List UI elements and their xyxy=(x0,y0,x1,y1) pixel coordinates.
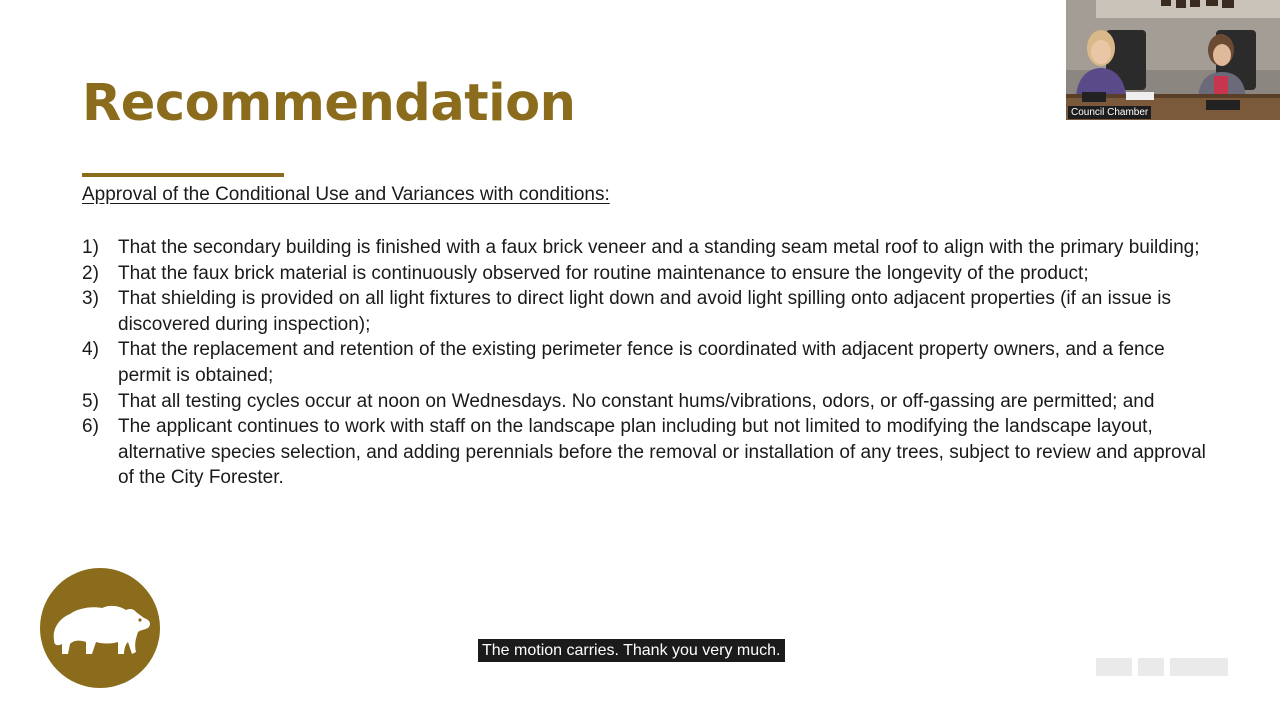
list-item-number: 4) xyxy=(82,339,99,361)
list-item-number: 1) xyxy=(82,237,99,258)
video-feed[interactable] xyxy=(1066,0,1280,120)
list-item-number: 5) xyxy=(82,390,99,412)
list-item xyxy=(82,414,1222,491)
list-item-number: 6) xyxy=(82,416,99,438)
list-item-text: That the secondary building is finished with a faux brick veneer and a standing seam metal roof to align with the primary building; xyxy=(118,237,1200,258)
list-item xyxy=(82,235,1222,261)
video-feed-label: Council Chamber xyxy=(1068,106,1151,119)
list-item-number: 2) xyxy=(82,262,99,284)
title-underline-rule xyxy=(82,173,284,177)
list-item xyxy=(82,389,1222,415)
council-chamber-video-image xyxy=(1066,0,1280,120)
list-item xyxy=(82,261,1222,287)
bear-icon xyxy=(40,568,160,688)
list-item-text: That the faux brick material is continuously observed for routine maintenance to ensure the longevity of the product; xyxy=(118,262,1089,284)
list-item-text: That shielding is provided on all light fixtures to direct light down and avoid light spilling onto adjacent properties (if an issue is discovered during inspection); xyxy=(118,288,1171,335)
live-caption: The motion carries. Thank you very much. xyxy=(478,639,785,662)
watermark-logo-icon xyxy=(1096,654,1228,680)
list-item-text: That all testing cycles occur at noon on Wednesdays. No constant hums/vibrations, odors, or off-gassing are permitted; and xyxy=(118,390,1155,412)
list-item xyxy=(82,337,1222,388)
slide-title: Recommendation xyxy=(82,74,576,133)
list-item-number: 3) xyxy=(82,288,99,310)
slide-subtitle: Approval of the Conditional Use and Variances with conditions: xyxy=(82,184,610,205)
conditions-list xyxy=(82,235,1222,491)
list-item xyxy=(82,286,1222,337)
bear-logo xyxy=(40,568,160,688)
list-item-text: That the replacement and retention of the existing perimeter fence is coordinated with adjacent property owners, and a fence permit is obtained; xyxy=(118,339,1165,386)
list-item-text: The applicant continues to work with staff on the landscape plan including but not limited to modifying the landscape layout, alternative species selection, and adding perennials before the removal or installation of any trees, subject to review and approval of the City Forester. xyxy=(118,416,1206,489)
